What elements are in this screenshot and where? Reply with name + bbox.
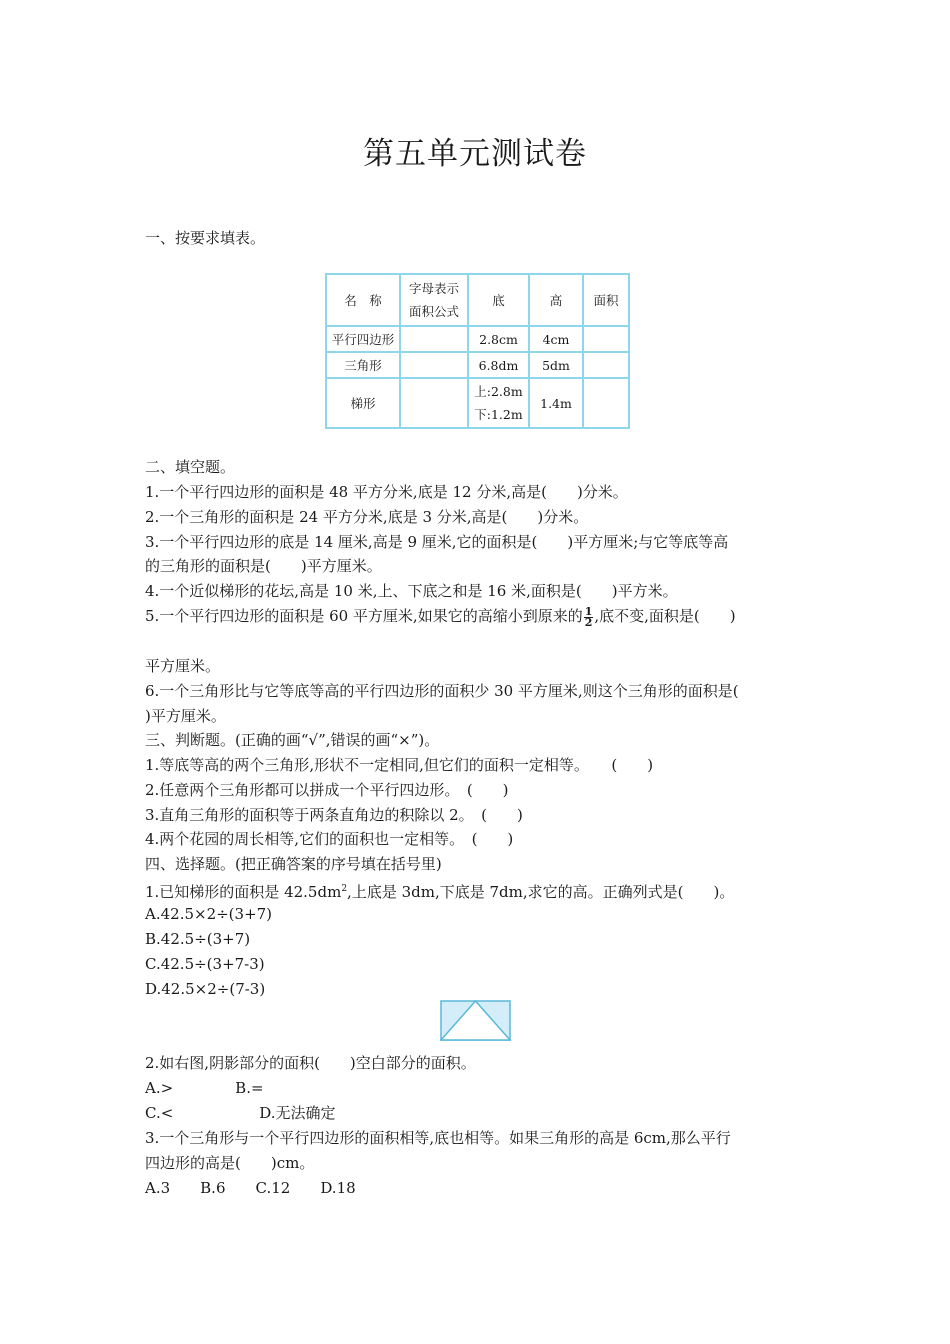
s2-question-4: 4.一个近似梯形的花坛,高是 10 米,上、下底之和是 16 米,面积是( )平方米。 [145,582,678,600]
row-height: 5dm [529,352,583,378]
header-formula-line2: 面积公式 [408,304,459,319]
s2-question-5-line2: 平方厘米。 [145,657,221,675]
table-row [326,352,629,378]
fraction-numerator: 1 [584,604,593,618]
s2-question-1: 1.一个平行四边形的面积是 48 平方分米,底是 12 分米,高是( )分米。 [145,483,628,501]
s4-q1-text-a: 1.已知梯形的面积是 42.5dm [145,883,342,901]
s4-q2-option-b: B.= [235,1079,264,1097]
fraction-one-half [584,604,594,629]
s4-q1-option-c: C.42.5÷(3+7-3) [145,955,265,973]
shaded-triangle-figure [440,1000,512,1042]
s2-question-6-line2: )平方厘米。 [145,707,226,725]
section-2-heading: 二、填空题。 [145,458,236,476]
row-height: 1.4m [529,378,583,428]
page-title: 第五单元测试卷 [363,136,587,172]
s4-q2-options-row2 [145,1103,336,1123]
row-name: 平行四边形 [326,326,400,352]
s4-q3-option-c: C.12 [255,1179,291,1197]
base-bottom: 下:1.2m [474,407,523,422]
header-base: 底 [468,274,529,326]
s3-question-3: 3.直角三角形的面积等于两条直角边的积除以 2。 ( ) [145,806,523,824]
s3-question-4: 4.两个花园的周长相等,它们的面积也一定相等。 ( ) [145,830,514,848]
s3-question-1: 1.等底等高的两个三角形,形状不一定相同,但它们的面积一定相等。 ( ) [145,756,654,774]
s4-question-3-line1: 3.一个三角形与一个平行四边形的面积相等,底也相等。如果三角形的高是 6cm,那么平行 [145,1129,731,1147]
row-base: 2.8cm [468,326,529,352]
s4-q2-option-d: D.无法确定 [259,1104,336,1122]
section-1-heading: 一、按要求填表。 [145,229,266,247]
row-formula-cell[interactable] [400,326,468,352]
s4-q3-options [145,1178,356,1198]
header-formula [400,274,468,326]
section-4-heading: 四、选择题。(把正确答案的序号填在括号里) [145,855,442,873]
row-area-cell[interactable] [583,378,629,428]
s2-question-5 [145,606,736,628]
row-area-cell[interactable] [583,326,629,352]
header-area: 面积 [583,274,629,326]
row-base: 6.8dm [468,352,529,378]
s4-q1-text-b: ,上底是 3dm,下底是 7dm,求它的高。正确列式是( )。 [347,883,735,901]
row-name: 梯形 [326,378,400,428]
s4-question-1 [145,879,734,902]
s3-question-2: 2.任意两个三角形都可以拼成一个平行四边形。 ( ) [145,781,509,799]
header-height: 高 [529,274,583,326]
s4-q2-options-row1 [145,1078,264,1098]
s4-q1-option-a: A.42.5×2÷(3+7) [145,905,273,923]
fraction-denominator: 2 [584,615,593,629]
header-name: 名 称 [326,274,400,326]
table-row [326,378,629,428]
s2-q5-text-b: ,底不变,面积是( ) [594,607,736,625]
s4-q3-option-b: B.6 [200,1179,226,1197]
s4-q2-option-c: C.< [145,1104,174,1122]
row-formula-cell[interactable] [400,352,468,378]
s4-q3-option-a: A.3 [145,1179,171,1197]
row-formula-cell[interactable] [400,378,468,428]
s4-q1-option-d: D.42.5×2÷(7-3) [145,980,266,998]
section-3-heading: 三、判断题。(正确的画“√”,错误的画“×”)。 [145,731,440,749]
s4-q1-option-b: B.42.5÷(3+7) [145,930,251,948]
header-formula-line1: 字母表示 [408,281,459,296]
row-base [468,378,529,428]
s2-question-3-line2: 的三角形的面积是( )平方厘米。 [145,557,382,575]
s4-q2-option-a: A.> [145,1079,174,1097]
s2-question-3-line1: 3.一个平行四边形的底是 14 厘米,高是 9 厘米,它的面积是( )平方厘米;与它等底等高 [145,533,729,551]
s2-question-2: 2.一个三角形的面积是 24 平方分米,底是 3 分米,高是( )分米。 [145,508,589,526]
superscript-2: 2 [341,884,348,894]
row-name: 三角形 [326,352,400,378]
s4-q3-option-d: D.18 [320,1179,356,1197]
row-height: 4cm [529,326,583,352]
fill-table [325,273,630,429]
s2-q5-text-a: 5.一个平行四边形的面积是 60 平方厘米,如果它的高缩小到原来的 [145,607,583,625]
s2-question-6-line1: 6.一个三角形比与它等底等高的平行四边形的面积少 30 平方厘米,则这个三角形的面积是( [145,682,739,700]
s4-question-2: 2.如右图,阴影部分的面积( )空白部分的面积。 [145,1054,476,1072]
table-row [326,326,629,352]
s4-question-3-line2: 四边形的高是( )cm。 [145,1154,315,1172]
row-area-cell[interactable] [583,352,629,378]
base-top: 上:2.8m [474,384,523,399]
